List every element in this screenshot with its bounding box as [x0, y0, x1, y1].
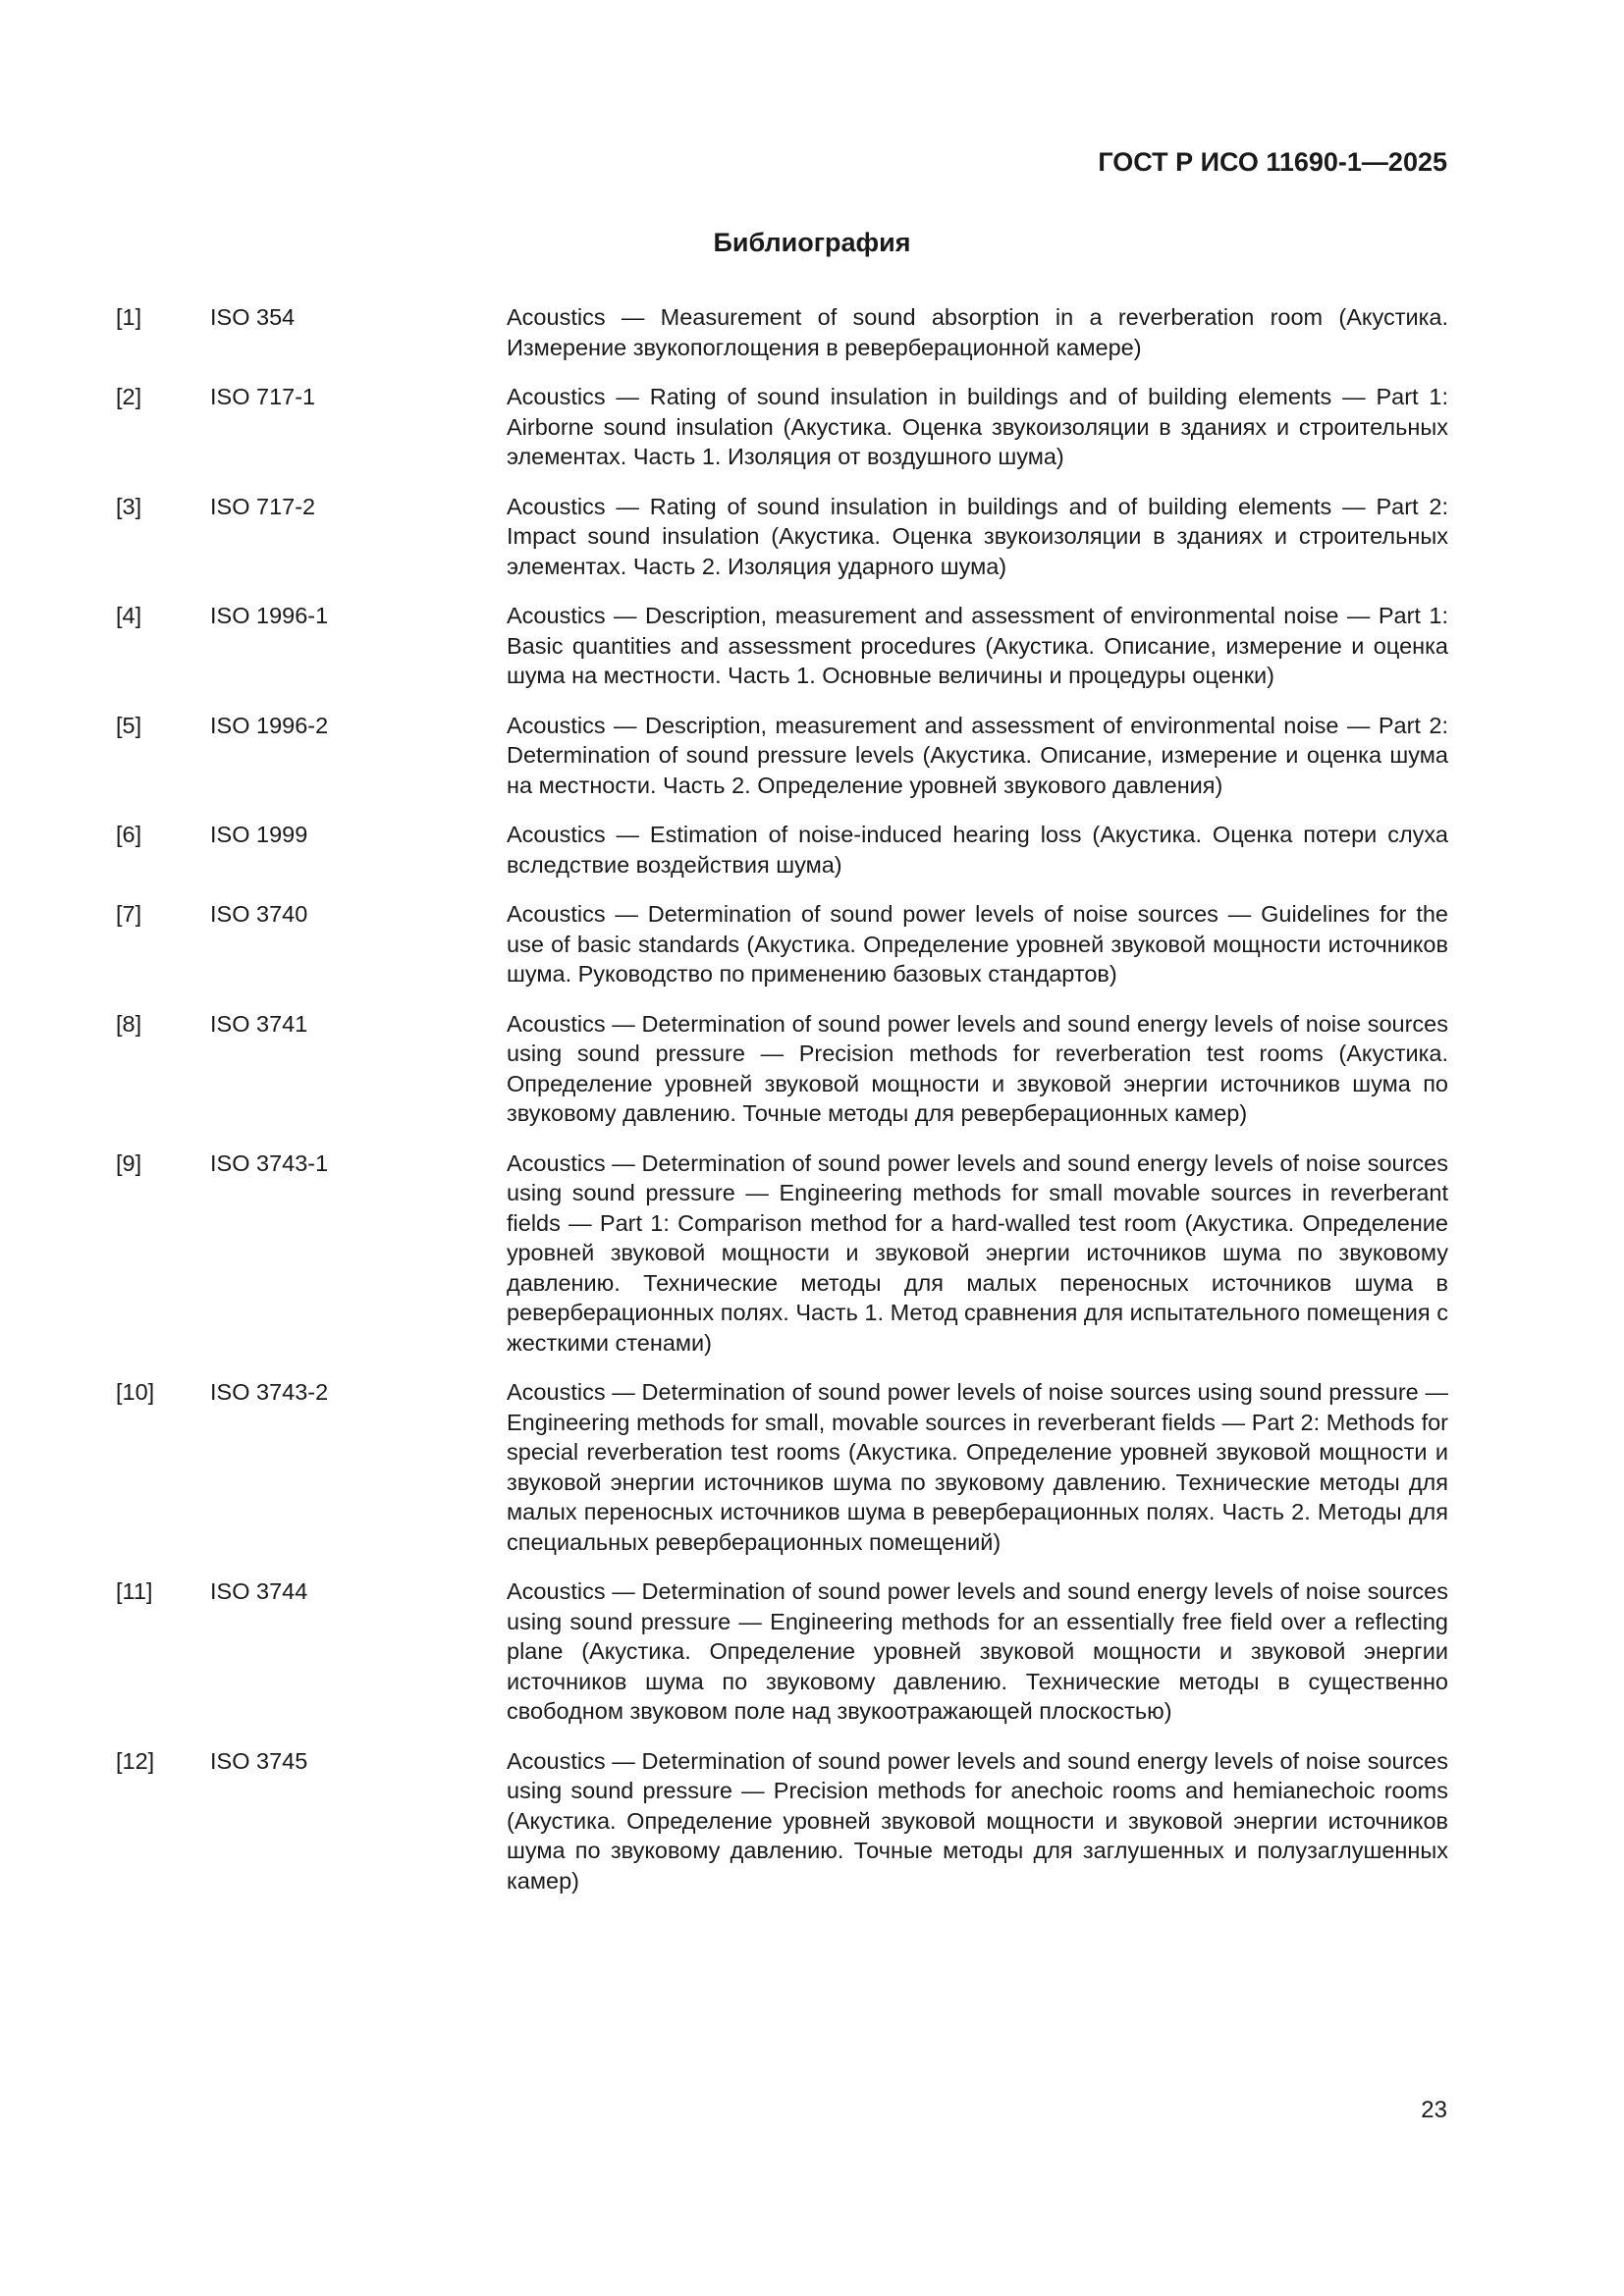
entry-standard: ISO 1996-1 — [210, 603, 329, 628]
bibliography-entry — [116, 492, 1448, 582]
entry-description: Acoustics — Determination of sound power levels and sound energy levels of noise sources using sound pressure — Engineering methods for an essentially free field over a reflecting plane (Акустика. Определение уровней звуковой мощности и звуковой энергии источников шума по звуковому давлению. Технические методы в существенно свободном звуковом поле над звукоотражающей плоскостью) — [507, 1578, 1448, 1724]
entry-number: [7] — [116, 901, 142, 927]
entry-description: Acoustics — Measurement of sound absorption in a reverberation room (Акустика. Измерение звукопоглощения в реверберационной камере) — [507, 304, 1448, 360]
entry-number: [11] — [116, 1578, 153, 1604]
entry-standard: ISO 3745 — [210, 1747, 308, 1774]
entry-description: Acoustics — Determination of sound power levels of noise sources using sound pressure — Engineering methods for small, movable sources in reverberant fields — Part 2: Methods for special reverberation test rooms (Акустика. Определение уровней звуковой мощности и звуковой энергии источников шума по звуковому давлению. Технические методы для малых переносных источников шума в реверберационных полях. Часть 2. Методы для специальных реверберационных помещений) — [507, 1379, 1448, 1555]
bibliography-entry — [116, 820, 1448, 880]
entry-number: [4] — [116, 603, 142, 628]
entry-standard: ISO 354 — [210, 304, 296, 330]
entry-standard: ISO 3743-1 — [210, 1149, 329, 1176]
entry-standard: ISO 717-2 — [210, 493, 316, 519]
bibliography-entry — [116, 1148, 1448, 1359]
entry-description: Acoustics — Rating of sound insulation in buildings and of building elements — Part 1: Airborne sound insulation (Акустика. Оценка звукоизоляции в зданиях и строительных элементах. Часть 1. Изоляция от воздушного шума) — [507, 384, 1448, 469]
bibliography-entry — [116, 302, 1448, 362]
entry-number: [10] — [116, 1379, 155, 1405]
page-title: Библиография — [713, 228, 911, 257]
bibliography-list — [116, 302, 1448, 1915]
entry-standard: ISO 3741 — [210, 1010, 308, 1037]
entry-standard: ISO 3743-2 — [210, 1379, 329, 1405]
entry-number: [2] — [116, 384, 142, 409]
entry-standard: ISO 1999 — [210, 822, 308, 847]
bibliography-entry — [116, 899, 1448, 989]
entry-number: [9] — [116, 1149, 142, 1176]
bibliography-entry — [116, 1377, 1448, 1557]
document-code: ГОСТ Р ИСО 11690-1—2025 — [1098, 147, 1447, 177]
bibliography-entry — [116, 601, 1448, 691]
entry-description: Acoustics — Description, measurement and assessment of environmental noise — Part 1: Basic quantities and assessment procedures (Акустика. Описание, измерение и оценка шума на местности. Часть 1. Основные величины и процедуры оценки) — [507, 603, 1448, 688]
page-number: 23 — [1421, 2097, 1447, 2123]
entry-number: [8] — [116, 1010, 142, 1037]
entry-standard: ISO 1996-2 — [210, 712, 329, 738]
entry-number: [3] — [116, 493, 142, 519]
entry-standard: ISO 717-1 — [210, 384, 316, 409]
bibliography-entry — [116, 382, 1448, 472]
entry-description: Acoustics — Estimation of noise-induced hearing loss (Акустика. Оценка потери слуха вследствие воздействия шума) — [507, 822, 1448, 878]
entry-description: Acoustics — Determination of sound power levels and sound energy levels of noise sources using sound pressure — Precision methods for anechoic rooms and hemianechoic rooms (Акустика. Определение уровней звуковой мощности и звуковой энергии источников шума по звуковому давлению. Точные методы для заглушенных и полузаглушенных камер) — [507, 1747, 1448, 1894]
entry-standard: ISO 3744 — [210, 1578, 308, 1604]
entry-standard: ISO 3740 — [210, 901, 308, 927]
entry-description: Acoustics — Determination of sound power levels and sound energy levels of noise sources using sound pressure — Precision methods for reverberation test rooms (Акустика. Определение уровней звуковой мощности и звуковой энергии источников шума по звуковому давлению. Точные методы для реверберационных камер) — [507, 1010, 1448, 1126]
bibliography-entry — [116, 1746, 1448, 1896]
entry-description: Acoustics — Determination of sound power levels of noise sources — Guidelines for the use of basic standards (Акустика. Определение уровней звуковой мощности источников шума. Руководство по применению базовых стандартов) — [507, 901, 1448, 987]
entry-description: Acoustics — Rating of sound insulation in buildings and of building elements — Part 2: Impact sound insulation (Акустика. Оценка звукоизоляции в зданиях и строительных элементах. Часть 2. Изоляция ударного шума) — [507, 493, 1448, 579]
entry-number: [12] — [116, 1747, 155, 1774]
entry-description: Acoustics — Description, measurement and assessment of environmental noise — Part 2: Determination of sound pressure levels (Акустика. Описание, измерение и оценка шума на местности. Часть 2. Определение уровней звукового давления) — [507, 712, 1448, 798]
bibliography-entry — [116, 711, 1448, 801]
entry-number: [1] — [116, 304, 142, 330]
bibliography-entry — [116, 1009, 1448, 1129]
entry-number: [6] — [116, 822, 142, 847]
entry-description: Acoustics — Determination of sound power levels and sound energy levels of noise sources using sound pressure — Engineering methods for small movable sources in reverberant fields — Part 1: Comparison method for a hard-walled test room (Акустика. Определение уровней звуковой мощности и звуковой энергии источников шума по звуковому давлению. Технические методы для малых переносных источников шума в реверберационных полях. Часть 1. Метод сравнения для испытательного помещения с жесткими стенами) — [507, 1149, 1448, 1356]
bibliography-entry — [116, 1576, 1448, 1727]
entry-number: [5] — [116, 712, 142, 738]
